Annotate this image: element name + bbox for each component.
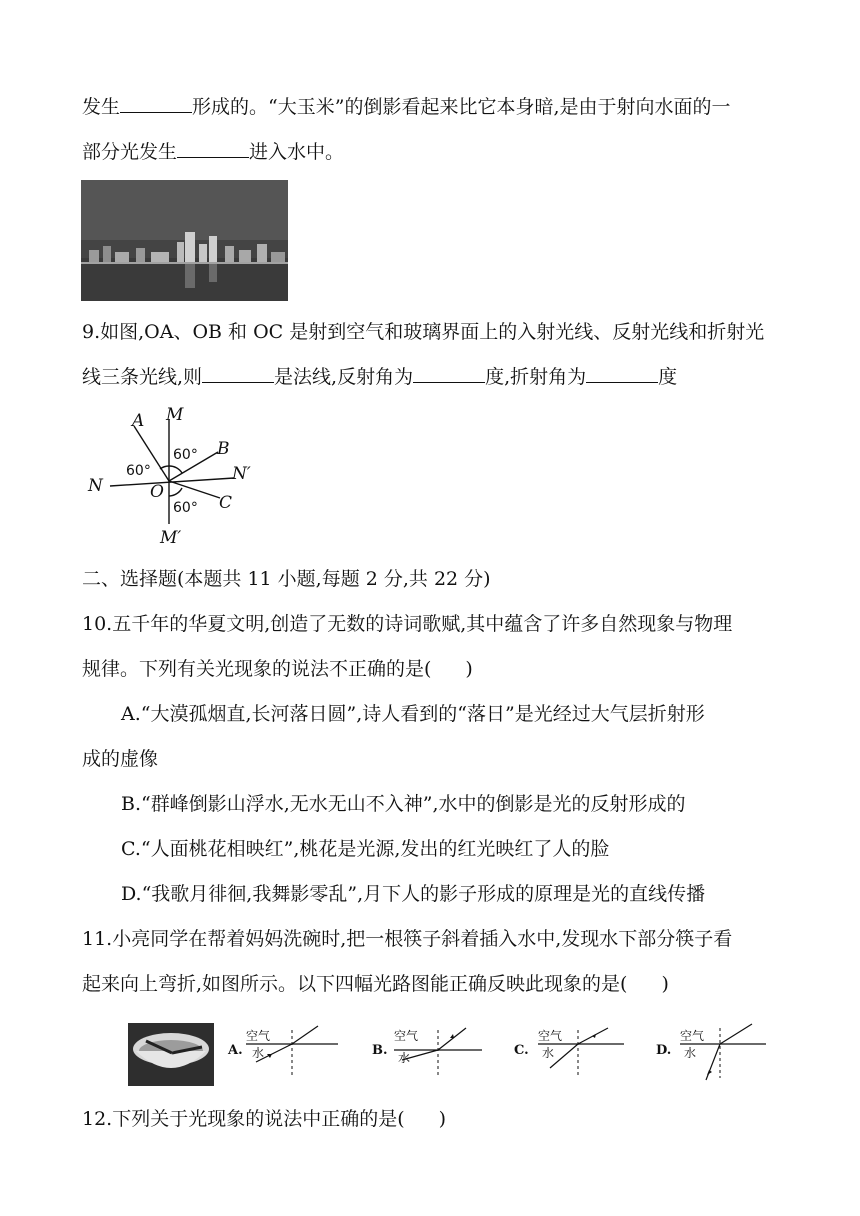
label-c: C <box>219 493 233 513</box>
text: 起来向上弯折,如图所示。以下四幅光路图能正确反映此现象的是( <box>82 973 628 995</box>
text: 形成的。“大玉米”的倒影看起来比它本身暗,是由于射向水面的一 <box>192 96 731 118</box>
answer-blank-normal[interactable] <box>202 364 274 383</box>
text: 是法线,反射角为 <box>274 366 414 388</box>
bowl-image <box>128 1023 214 1086</box>
q10-option-a-cont: 成的虚像 <box>82 748 159 770</box>
text: ) <box>465 658 473 680</box>
air-label: 空气 <box>246 1029 271 1043</box>
answer-blank[interactable] <box>120 94 192 113</box>
q10-option-b: B.“群峰倒影山浮水,无水无山不入神”,水中的倒影是光的反射形成的 <box>121 793 686 815</box>
answer-blank[interactable] <box>177 139 249 158</box>
diagram-b[interactable] <box>370 1024 488 1082</box>
answer-blank-reflection-angle[interactable] <box>413 364 485 383</box>
para-line-2 <box>82 139 344 165</box>
chopstick-bowl-photo <box>128 1023 214 1086</box>
q9-ray-diagram <box>86 404 266 550</box>
diagram-letter: B. <box>372 1043 388 1058</box>
diagram-letter: C. <box>514 1043 529 1058</box>
q11-line-1: 11.小亮同学在帮着妈妈洗碗时,把一根筷子斜着插入水中,发现水下部分筷子看 <box>82 928 733 950</box>
text: 发生 <box>82 96 121 118</box>
air-label: 空气 <box>394 1029 419 1043</box>
answer-blank-refraction-angle[interactable] <box>586 364 658 383</box>
label-m: M <box>166 405 184 425</box>
q10-option-a: A.“大漠孤烟直,长河落日圆”,诗人看到的“落日”是光经过大气层折射形 <box>121 703 705 725</box>
para-line-1 <box>82 94 730 120</box>
label-n-prime: N′ <box>232 464 251 484</box>
water-label: 水 <box>684 1046 697 1060</box>
q9-line-2 <box>82 364 677 390</box>
angle-label: 60° <box>126 463 151 479</box>
label-m-prime: M′ <box>160 528 182 548</box>
city-night-photo <box>81 180 288 301</box>
diagram-c[interactable] <box>512 1024 630 1082</box>
angle-label: 60° <box>173 500 198 516</box>
text: 度 <box>658 366 678 388</box>
water-label: 水 <box>542 1046 555 1060</box>
text: ) <box>438 1108 447 1130</box>
q10-line-1: 10.五千年的华夏文明,创造了无数的诗词歌赋,其中蕴含了许多自然现象与物理 <box>82 613 733 635</box>
water-label: 水 <box>252 1046 265 1060</box>
label-b: B <box>217 439 230 459</box>
text: 规律。下列有关光现象的说法不正确的是( <box>82 658 432 680</box>
text: ) <box>661 973 669 995</box>
q9-line-1: 9.如图,OA、OB 和 OC 是射到空气和玻璃界面上的入射光线、反射光线和折射光 <box>82 321 765 343</box>
ray-oc <box>169 481 220 498</box>
text: 进入水中。 <box>249 141 345 163</box>
label-n: N <box>88 476 103 496</box>
text: 线三条光线,则 <box>82 366 203 388</box>
q11-line-2 <box>82 971 669 997</box>
city-skyline-image <box>81 180 288 301</box>
q10-option-c: C.“人面桃花相映红”,桃花是光源,发出的红光映红了人的脸 <box>121 838 610 860</box>
angle-label: 60° <box>173 447 198 463</box>
diagram-letter: A. <box>228 1043 243 1058</box>
section-heading: 二、选择题(本题共 11 小题,每题 2 分,共 22 分) <box>82 568 491 590</box>
air-label: 空气 <box>680 1029 705 1043</box>
label-a: A <box>132 411 145 431</box>
text: 度,折射角为 <box>485 366 587 388</box>
text: 部分光发生 <box>82 141 178 163</box>
diagram-letter: D. <box>656 1043 672 1058</box>
label-o: O <box>150 482 164 502</box>
diagram-d[interactable] <box>654 1022 772 1082</box>
q10-option-d: D.“我歌月徘徊,我舞影零乱”,月下人的影子形成的原理是光的直线传播 <box>121 883 706 905</box>
text: 12.下列关于光现象的说法中正确的是( <box>82 1108 405 1130</box>
diagram-a[interactable] <box>226 1024 344 1082</box>
air-label: 空气 <box>538 1029 563 1043</box>
q12-line-1 <box>82 1106 446 1132</box>
water-label: 水 <box>398 1051 411 1065</box>
q10-line-2 <box>82 656 473 682</box>
